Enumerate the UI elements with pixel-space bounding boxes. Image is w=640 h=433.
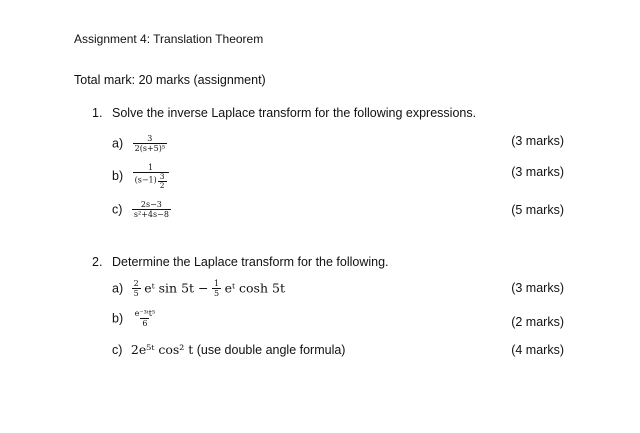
q2c-marks: (4 marks)	[511, 343, 564, 357]
question-text: Solve the inverse Laplace transform for the following expressions.	[112, 106, 477, 120]
item-label: b)	[112, 311, 124, 326]
question-1	[92, 106, 476, 120]
q1-item-c	[112, 200, 171, 220]
q1-item-b	[112, 163, 169, 190]
expression: 2e⁵ᵗ cos² t	[130, 342, 194, 357]
denominator: 6	[142, 319, 148, 328]
exponent-fraction: $\frac{3}{2}$	[159, 172, 165, 190]
fraction	[133, 134, 167, 154]
denominator: 2(s+5)⁵	[134, 144, 166, 153]
total-mark: Total mark: 20 marks (assignment)	[74, 73, 266, 87]
denominator: (s−1) $\frac{3}{2}$	[133, 172, 169, 190]
fraction	[133, 163, 169, 190]
q2-item-c	[112, 342, 345, 357]
term-1: eᵗ sin 5t −	[144, 280, 209, 296]
numerator: 2s−3	[140, 200, 162, 209]
item-label: c)	[112, 343, 123, 357]
numerator: 1	[148, 163, 154, 172]
question-2	[92, 255, 389, 269]
item-label: b)	[112, 168, 124, 183]
q1-item-a	[112, 134, 167, 154]
q2-item-b	[112, 309, 157, 329]
q2b-marks: (2 marks)	[511, 315, 564, 329]
fraction-coefficient: $\frac{2}{5}$	[133, 279, 139, 298]
q2-item-a	[112, 279, 285, 299]
q1a-marks: (3 marks)	[511, 134, 564, 148]
term-2: eᵗ cosh 5t	[224, 280, 285, 296]
item-label: c)	[112, 202, 123, 217]
denominator: s²+4s−8	[133, 210, 169, 219]
hint-note: (use double angle formula)	[196, 343, 346, 357]
numerator: 3	[147, 134, 153, 143]
fraction-coefficient: $\frac{1}{5}$	[214, 279, 220, 298]
q1b-marks: (3 marks)	[511, 165, 564, 179]
q2a-marks: (3 marks)	[511, 281, 564, 295]
question-text: Determine the Laplace transform for the following.	[112, 255, 389, 269]
numerator: e⁻³ᵗt⁵	[134, 309, 156, 318]
document-title: Assignment 4: Translation Theorem	[74, 32, 264, 46]
fraction	[132, 200, 171, 220]
question-number: 2.	[92, 255, 103, 269]
item-label: a)	[112, 281, 124, 296]
item-label: a)	[112, 136, 124, 151]
q1c-marks: (5 marks)	[511, 203, 564, 217]
question-number: 1.	[92, 106, 103, 120]
fraction	[133, 309, 158, 329]
